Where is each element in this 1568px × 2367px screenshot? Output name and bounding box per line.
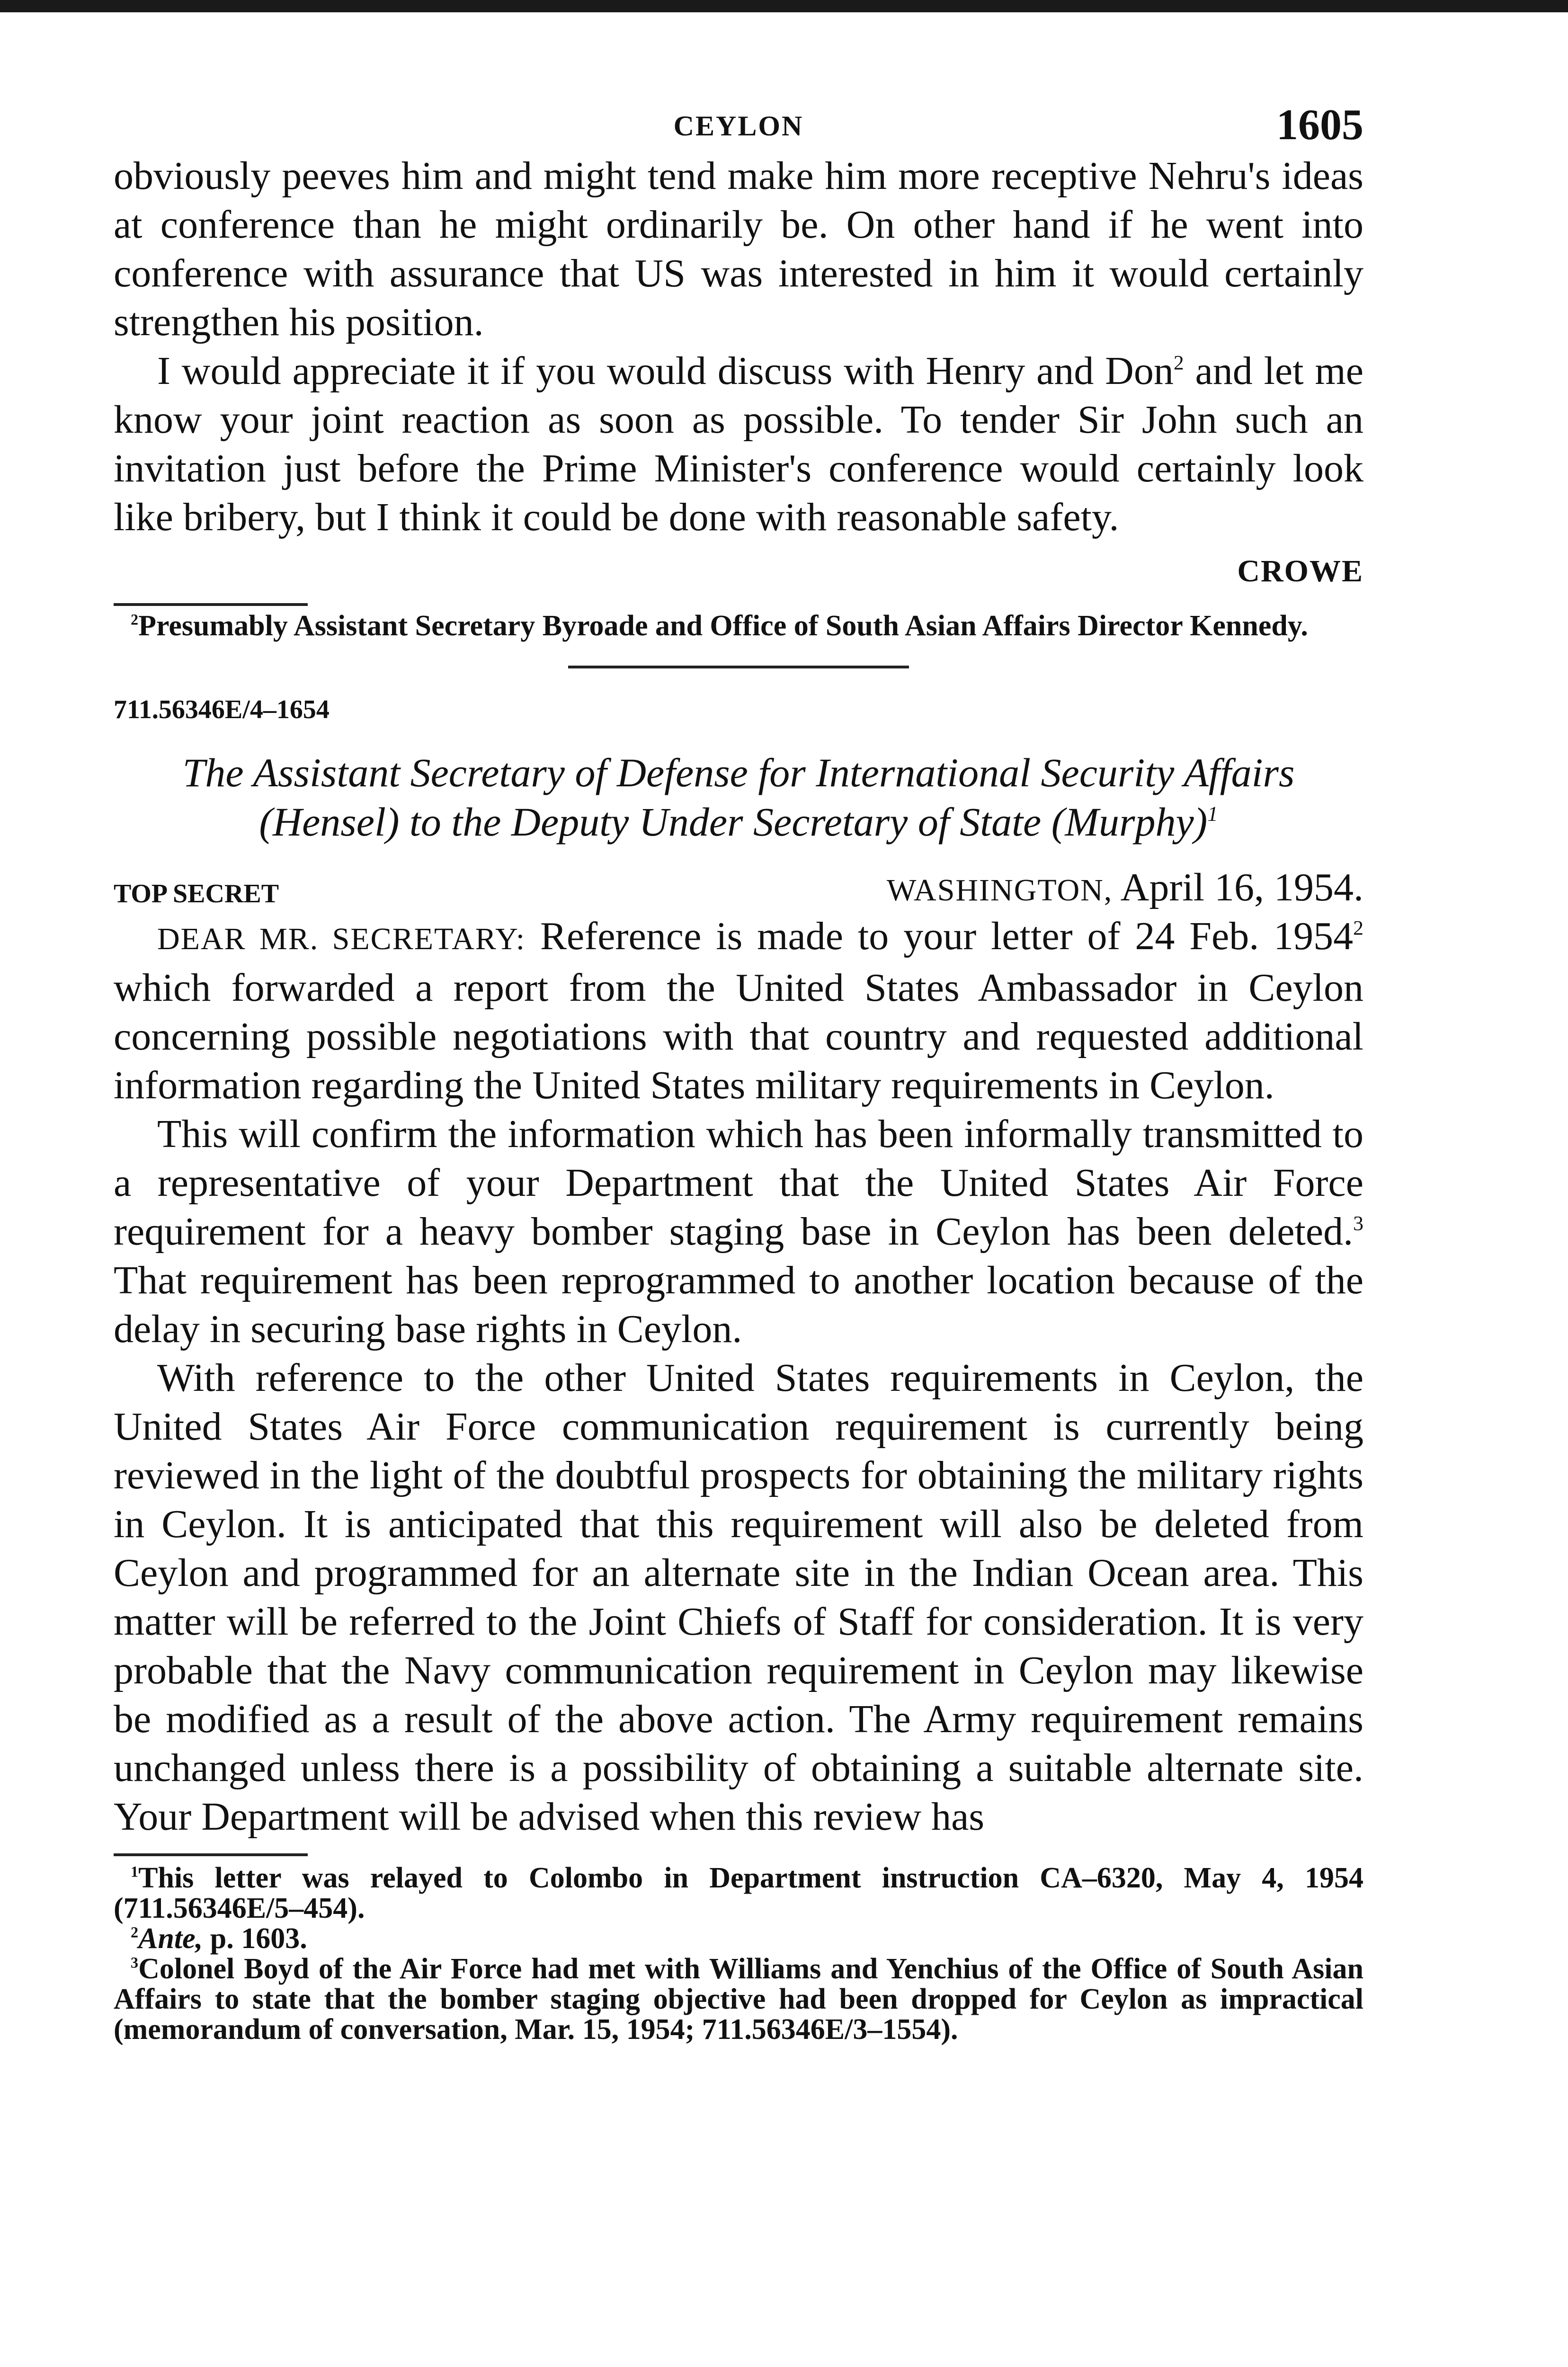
footnote-reference: 3: [1353, 1212, 1363, 1235]
footnote-reference: 2: [1173, 351, 1184, 374]
document-title-text: (Hensel) to the Deputy Under Secretary of State (Murphy): [259, 799, 1208, 845]
document-title-line-2: [114, 797, 1363, 846]
document-page: [114, 99, 1363, 2045]
footnote-mark: 3: [131, 1954, 139, 1971]
letter-paragraph-1: [114, 912, 1363, 1110]
footnote-divider: [114, 603, 308, 606]
classification-label: TOP SECRET: [114, 879, 279, 908]
footnote-1: [114, 1863, 1363, 1923]
page-header: [114, 99, 1363, 151]
paragraph-text: which forwarded a report from the United States Ambassador in Ceylon concerning possible negotiations with that country and requested additional information regarding the United States military requirements in Ceylon.: [114, 966, 1363, 1107]
page-number: 1605: [1276, 100, 1363, 149]
footnote-reference: 2: [1353, 917, 1364, 940]
footnote-italic-text: Ante,: [138, 1922, 203, 1955]
date: April 16, 1954.: [1113, 865, 1363, 909]
salutation: DEAR MR. SECRETARY:: [157, 922, 526, 956]
previous-letter-body: [114, 151, 1363, 542]
footnote-mark: 2: [131, 611, 139, 628]
footnote-2: [114, 1923, 1363, 1954]
dateline: [114, 864, 1363, 912]
footnote-mark: 1: [131, 1863, 139, 1880]
place-and-date: [887, 864, 1363, 910]
paragraph-text: I would appreciate it if you would discuss with Henry and Don: [157, 349, 1174, 393]
paragraph-text: Reference is made to your letter of 24 Feb. 1954: [526, 914, 1354, 958]
letter-paragraph-2: [114, 1110, 1363, 1353]
signature: CROWE: [1237, 554, 1363, 588]
page-footnotes: [114, 1863, 1363, 2045]
previous-letter-paragraph-2: [114, 347, 1363, 542]
letter-body: [114, 912, 1363, 1841]
running-head: CEYLON: [673, 110, 804, 142]
footnote-divider: [114, 1853, 308, 1856]
previous-letter-footnotes: [114, 611, 1363, 641]
document-title: [114, 748, 1363, 846]
footnote: [114, 611, 1363, 641]
footnote-reference: 1: [1207, 801, 1218, 826]
place: WASHINGTON,: [887, 873, 1113, 908]
footnote-mark: 2: [131, 1923, 139, 1941]
footnote-text: p. 1603.: [203, 1922, 307, 1955]
previous-letter-paragraph-1: obviously peeves him and might tend make him more receptive Nehru's ideas at conference than he might ordinarily be. On other hand if he went into conference with assurance that US was interested in him it would certainly strengthen his position.: [114, 154, 1363, 344]
paragraph-text: and let me know your joint reaction as soon as possible. To tender Sir John such an invitation just before the Prime Minister's conference would certainly look like bribery, but I think it could be done with reasonable safety.: [114, 349, 1363, 539]
footnote-3: [114, 1954, 1363, 2045]
section-divider: [568, 666, 909, 668]
footnote-text: Presumably Assistant Secretary Byroade and Office of South Asian Affairs Director Kennedy.: [138, 610, 1308, 642]
file-number: 711.56346E/4–1654: [114, 695, 330, 724]
paragraph-text: That requirement has been reprogrammed to another location because of the delay in securing base rights in Ceylon.: [114, 1258, 1363, 1351]
document-title-line-1: The Assistant Secretary of Defense for International Security Affairs: [182, 750, 1295, 795]
footnote-text: Colonel Boyd of the Air Force had met with Williams and Yenchius of the Office of South Asian Affairs to state that the bomber staging objective had been dropped for Ceylon as impractical (memorandum of conversation, Mar. 15, 1954; 711.56346E/3–1554).: [114, 1953, 1363, 2046]
page-top-edge: [0, 0, 1568, 12]
paragraph-text: This will confirm the information which has been informally transmitted to a representative of your Department that the United States Air Force requirement for a heavy bomber staging base in Ceylon has been deleted.: [114, 1112, 1363, 1254]
letter-paragraph-3: With reference to the other United States requirements in Ceylon, the United States Air Force communication requirement is currently being reviewed in the light of the doubtful prospects for obtaining the military rights in Ceylon. It is anticipated that this requirement will also be deleted from Ceylon and programmed for an alternate site in the Indian Ocean area. This matter will be referred to the Joint Chiefs of Staff for consideration. It is very probable that the Navy communication requirement in Ceylon may likewise be modified as a result of the above action. The Army requirement remains unchanged unless there is a possibility of obtaining a suitable alternate site. Your Department will be advised when this review has: [114, 1356, 1363, 1839]
footnote-text: This letter was relayed to Colombo in Department instruction CA–6320, May 4, 1954 (711.56346E/5–454).: [114, 1862, 1363, 1924]
